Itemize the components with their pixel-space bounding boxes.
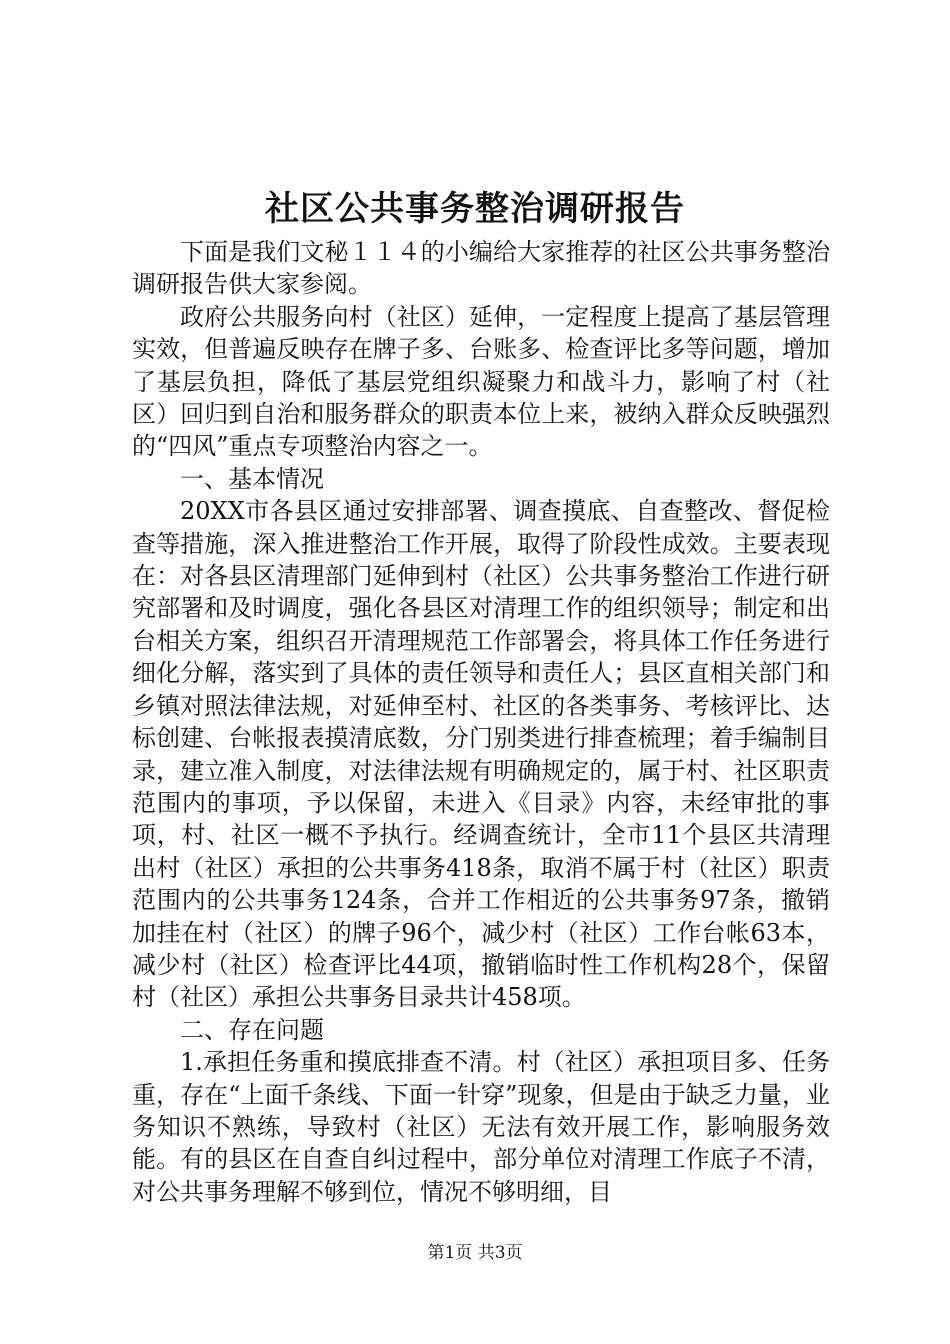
page-number: 第1页 共3页 (427, 1243, 523, 1263)
document-body (132, 236, 830, 1208)
section-heading-problems: 二、存在问题 (180, 1015, 324, 1044)
paragraph-problem-1: 1.承担任务重和摸底排查不清。村（社区）承担项目多、任务重，存在“上面千条线、下面一针穿”现象，但是由于缺乏力量，业务知识不熟练，导致村（社区）无法有效开展工作，影响服务效能。有的县区在自查自纠过程中，部分单位对清理工作底子不清，对公共事务理解不够到位，情况不够明细，目 (132, 1048, 830, 1206)
section-heading-basic-situation: 一、基本情况 (180, 464, 324, 493)
paragraph-intro: 下面是我们文秘１１４的小编给大家推荐的社区公共事务整治调研报告供大家参阅。 (132, 238, 830, 299)
document-title: 社区公共事务整治调研报告 (265, 189, 685, 229)
paragraph-background: 政府公共服务向村（社区）延伸，一定程度上提高了基层管理实效，但普遍反映存在牌子多、台账多、检查评比多等问题，增加了基层负担，降低了基层党组织凝聚力和战斗力，影响了村（社区）回归到自治和服务群众的职责本位上来，被纳入群众反映强烈的“四风”重点专项整治内容之一。 (132, 302, 830, 461)
paragraph-basic-situation: 20XX市各县区通过安排部署、调查摸底、自查整改、督促检查等措施，深入推进整治工作开展，取得了阶段性成效。主要表现在：对各县区清理部门延伸到村（社区）公共事务整治工作进行研究部署和及时调度，强化各县区对清理工作的组织领导；制定和出台相关方案，组织召开清理规范工作部署会，将具体工作任务进行细化分解，落实到了具体的责任领导和责任人；县区直相关部门和乡镇对照法律法规，对延伸至村、社区的各类事务、考核评比、达标创建、台帐报表摸清底数，分门别类进行排查梳理；着手编制目录，建立准入制度，对法律法规有明确规定的，属于村、社区职责范围内的事项，予以保留，未进入《目录》内容，未经审批的事项，村、社区一概不予执行。经调查统计，全市11个县区共清理出村（社区）承担的公共事务418条，取消不属于村（社区）职责范围内的公共事务124条，合并工作相近的公共事务97条，撤销加挂在村（社区）的牌子96个，减少村（社区）工作台帐63本，减少村（社区）检查评比44项，撤销临时性工作机构28个，保留村（社区）承担公共事务目录共计458项。 (132, 497, 830, 1012)
